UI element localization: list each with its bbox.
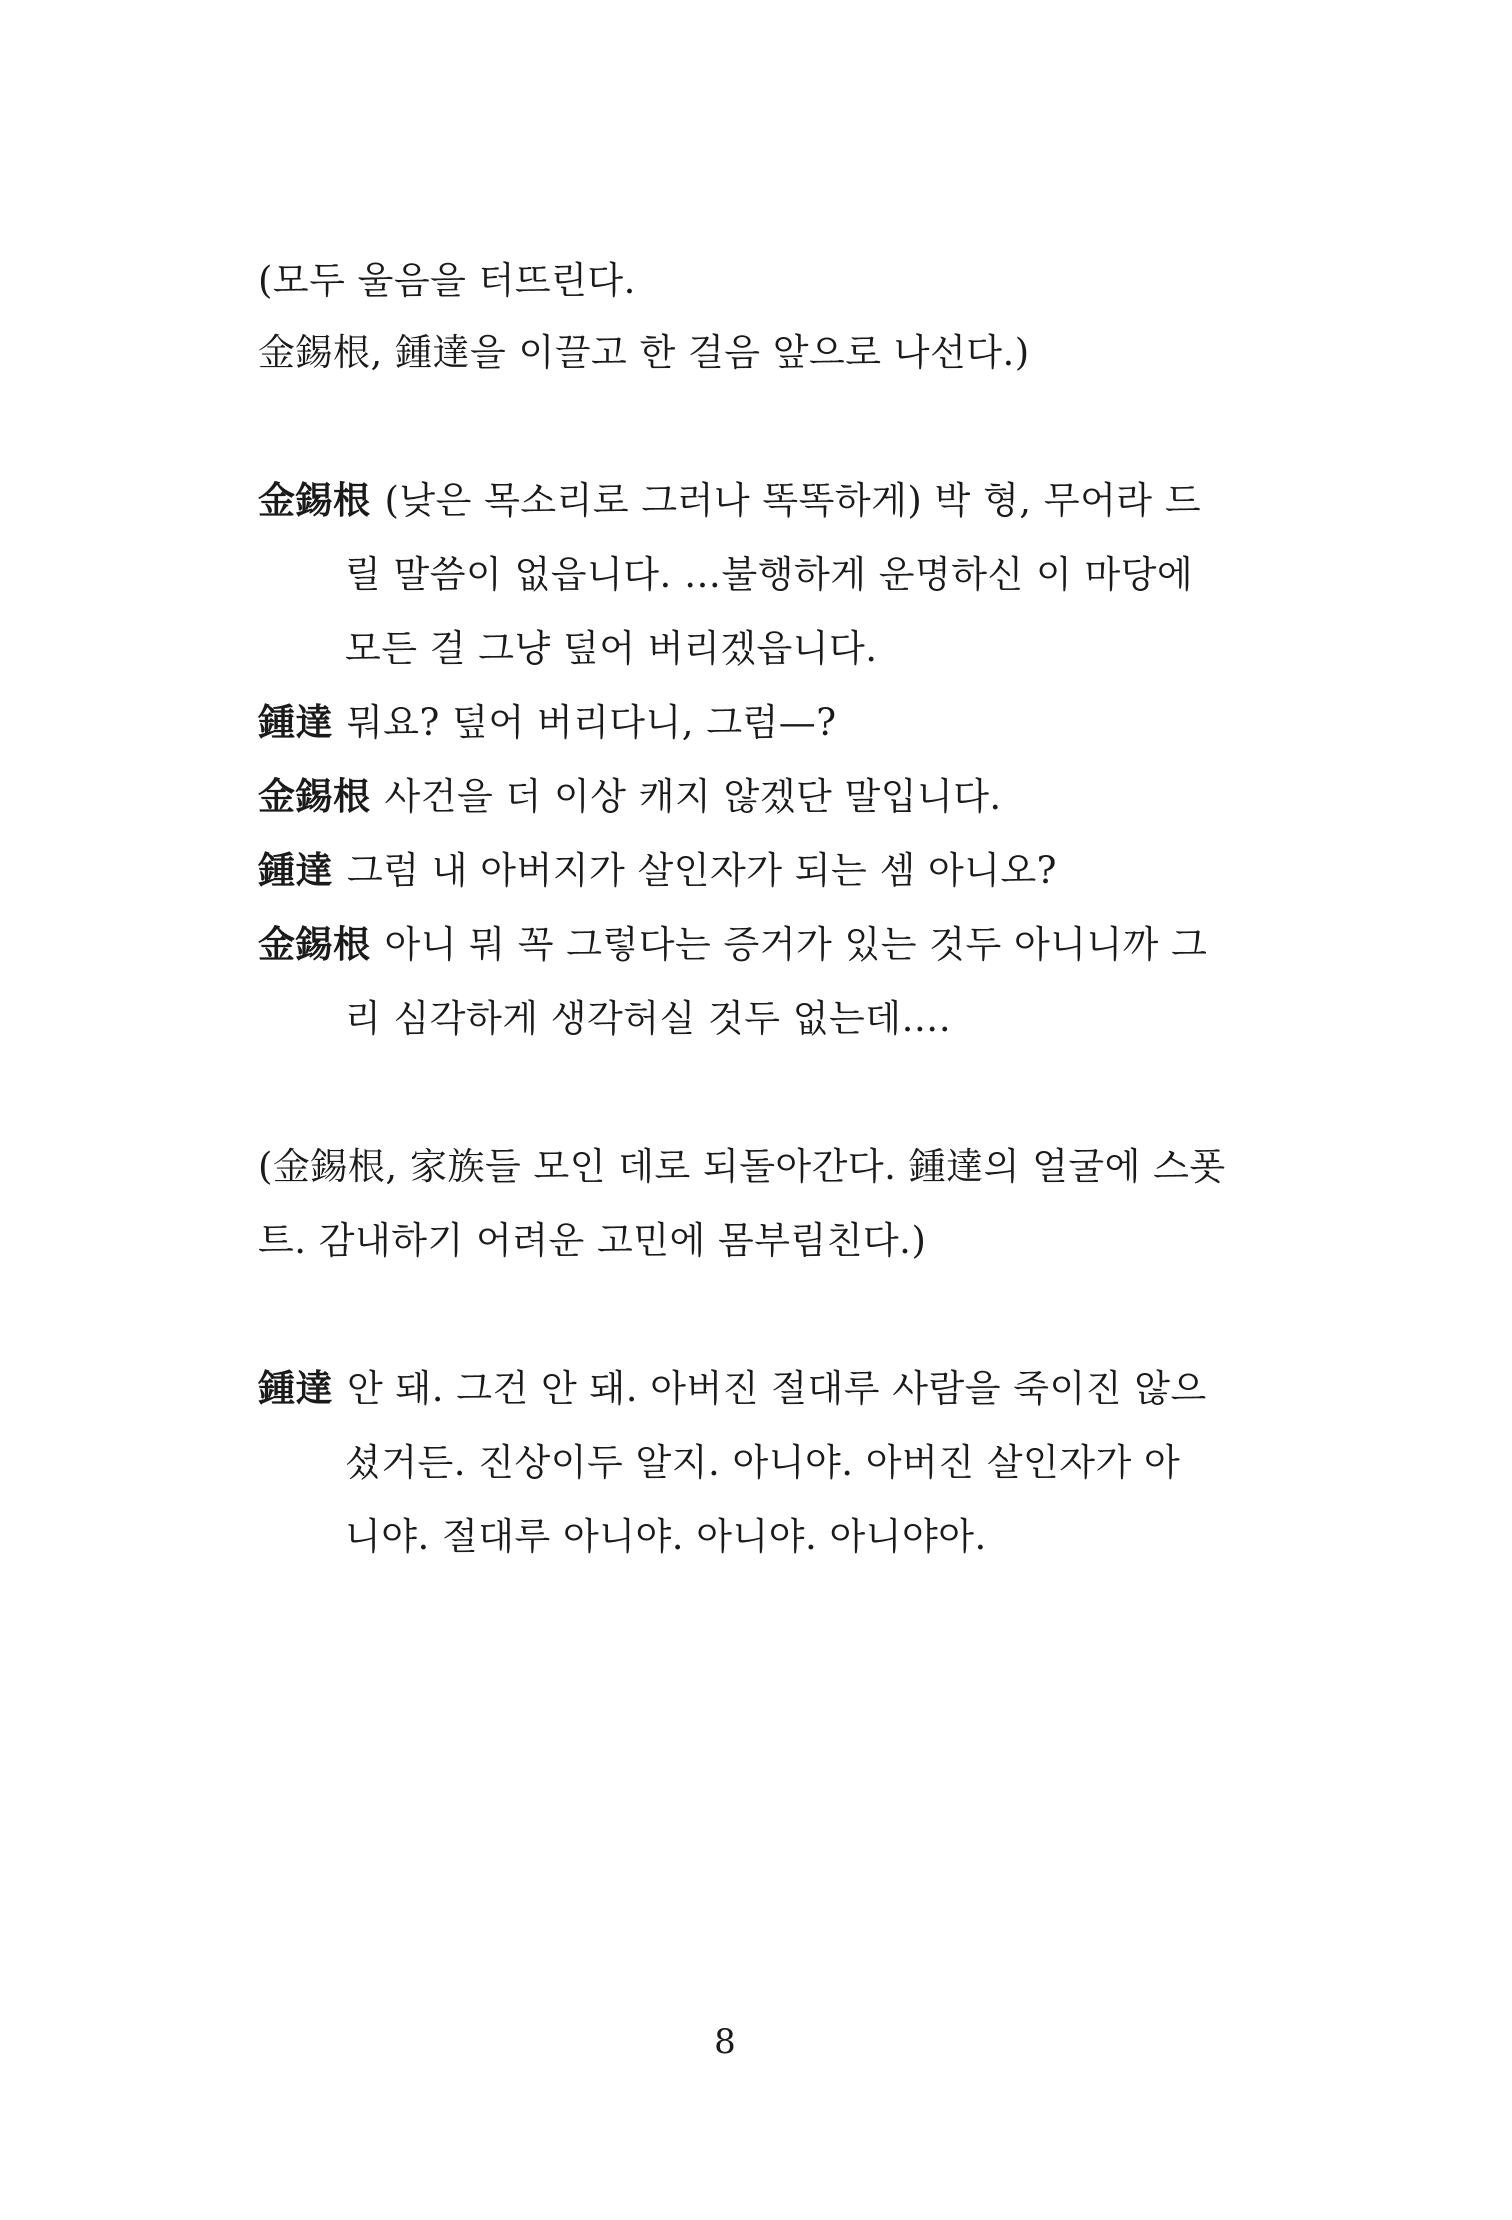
stage-direction-line: (모두 울음을 터뜨린다. — [258, 259, 636, 302]
dialogue-line — [258, 848, 1057, 894]
dialogue-line — [258, 478, 1201, 524]
dialogue-continuation: 모든 걸 그냥 덮어 버리겠읍니다. — [345, 627, 878, 670]
speaker-name: 金錫根 — [258, 923, 371, 966]
dialogue-text: 그럼 내 아버지가 살인자가 되는 셈 아니오? — [347, 849, 1058, 892]
dialogue-continuation: 셨거든. 진상이두 알지. 아니야. 아버진 살인자가 아 — [345, 1441, 1181, 1484]
dialogue-line — [258, 700, 837, 746]
stage-direction-line: (金錫根, 家族들 모인 데로 되돌아간다. 鍾達의 얼굴에 스폿 — [258, 1145, 1226, 1188]
speaker-name: 鍾達 — [258, 849, 333, 892]
speaker-name: 金錫根 — [258, 775, 371, 818]
dialogue-continuation: 니야. 절대루 아니야. 아니야. 아니야아. — [345, 1515, 987, 1558]
dialogue-line — [258, 922, 1207, 968]
dialogue-text: 안 돼. 그건 안 돼. 아버진 절대루 사람을 죽이진 않으 — [347, 1367, 1207, 1410]
dialogue-text: (낮은 목소리로 그러나 똑똑하게) 박 형, 무어라 드 — [384, 479, 1202, 522]
stage-direction-line: 트. 감내하기 어려운 고민에 몸부림친다.) — [258, 1219, 927, 1262]
page-number: 8 — [714, 2022, 736, 2062]
dialogue-line — [258, 774, 1002, 820]
dialogue-text: 사건을 더 이상 캐지 않겠단 말입니다. — [384, 775, 1002, 818]
dialogue-continuation: 릴 말씀이 없읍니다. …불행하게 운명하신 이 마당에 — [345, 553, 1194, 596]
dialogue-text: 아니 뭐 꼭 그렇다는 증거가 있는 것두 아니니까 그 — [384, 923, 1208, 966]
speaker-name: 金錫根 — [258, 479, 371, 522]
speaker-name: 鍾達 — [258, 1367, 333, 1410]
dialogue-line — [258, 1366, 1207, 1412]
speaker-name: 鍾達 — [258, 701, 333, 744]
dialogue-text: 뭐요? 덮어 버리다니, 그럼—? — [347, 701, 837, 744]
stage-direction-line: 金錫根, 鍾達을 이끌고 한 걸음 앞으로 나선다.) — [258, 331, 1030, 374]
dialogue-continuation: 리 심각하게 생각허실 것두 없는데…. — [345, 997, 952, 1040]
